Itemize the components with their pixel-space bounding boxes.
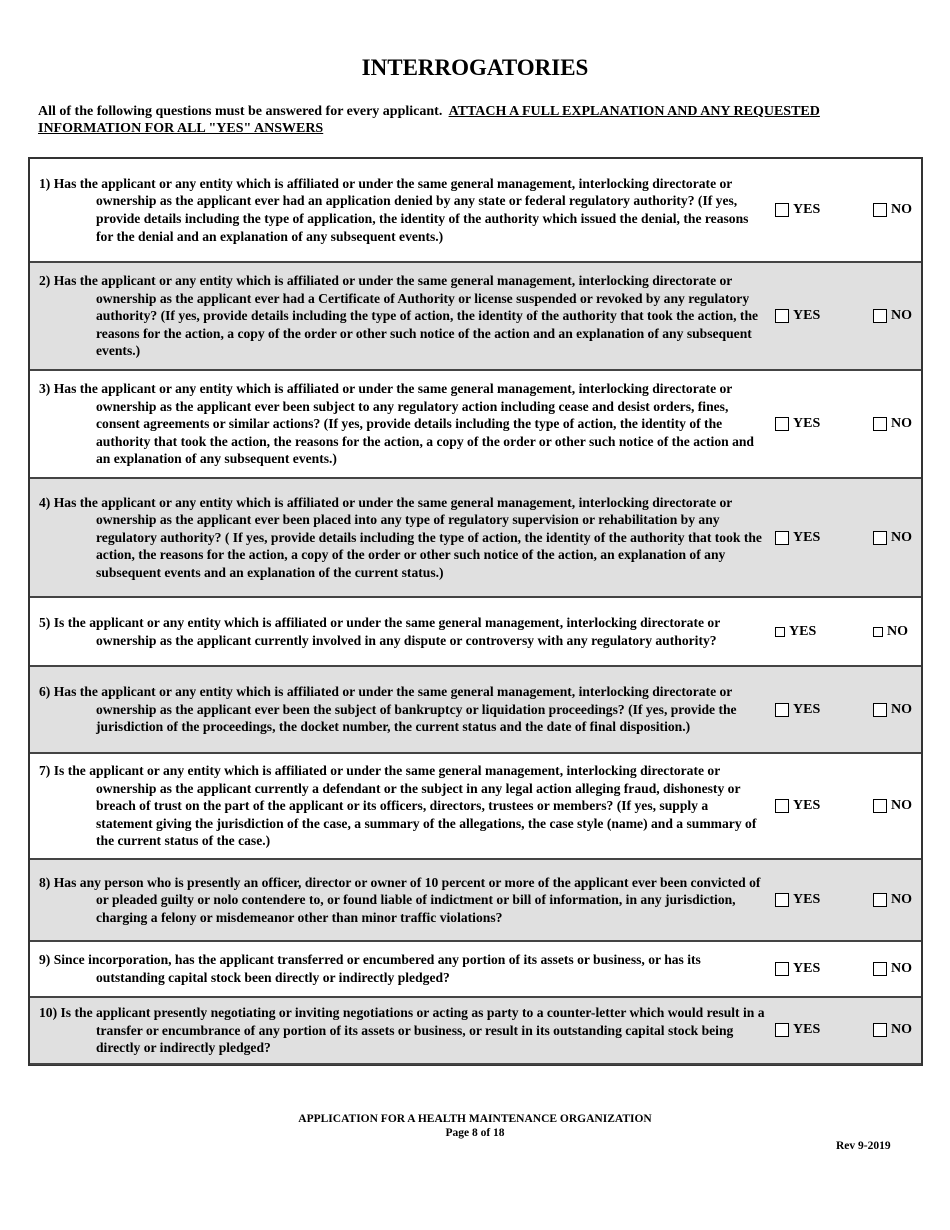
question-text: 8) Has any person who is presently an officer, director or owner of 10 percent or more of the applicant ever been convicted of or pleaded guilty or nolo contendere to, or found liable of indictment or bill of information, in any jurisdiction, charging a felony or misdemeanor other than minor traffic violations? [39,874,761,925]
checkbox-icon[interactable] [775,203,789,217]
checkbox-icon[interactable] [775,703,789,717]
checkbox-icon[interactable] [873,531,887,545]
yes-checkbox[interactable] [775,416,820,432]
yes-checkbox[interactable] [775,1022,820,1038]
yes-checkbox[interactable] [775,961,820,977]
no-checkbox[interactable] [873,961,912,977]
no-label: NO [891,529,912,545]
no-checkbox[interactable] [873,416,912,432]
question-text: 3) Has the applicant or any entity which is affiliated or under the same general management, interlocking directorate or ownership as the applicant ever been subject to any regulatory action including cease and desist orders, fines, consent agreements or similar actions? (If yes, provide details including the type of action, the identity of the authority that took the action, the reasons for the action, a copy of the order or other such notice of the action and an explanation of any subsequent events.) [39,381,754,467]
question-row [30,263,921,371]
yes-checkbox[interactable] [775,798,820,814]
question-text: 7) Is the applicant or any entity which is affiliated or under the same general management, interlocking directorate or ownership as the applicant currently a defendant or the subject in any legal action alleging fraud, dishonesty or breach of trust on the part of the applicant or its officers, directors, trustees or members? (If yes, supply a statement giving the jurisdiction of the case, a summary of the allegations, the case style (name) and a summary of the current status of the case.) [39,763,757,849]
checkbox-icon[interactable] [873,627,883,637]
question-text: 1) Has the applicant or any entity which is affiliated or under the same general management, interlocking directorate or ownership as the applicant ever had an application denied by any state or federal regulatory authority? (If yes, provide details including the type of application, the identity of the authority which issued the denial, the reasons for the denial and an explanation of any subsequent events.) [39,175,749,244]
no-checkbox[interactable] [873,308,912,324]
question-row [30,998,921,1065]
yes-checkbox[interactable] [775,624,816,640]
interrogatories-table [28,157,923,1066]
no-label: NO [891,202,912,217]
question-row [30,942,921,998]
question-text: 6) Has the applicant or any entity which is affiliated or under the same general management, interlocking directorate or ownership as the applicant ever been the subject of bankruptcy or liquidation proceedings? (If yes, provide the jurisdiction of the proceedings, the docket number, the current status and the date of final disposition.) [39,684,737,735]
checkbox-icon[interactable] [873,893,887,907]
yes-label: YES [793,961,821,976]
checkbox-icon[interactable] [775,962,789,976]
instructions-text: All of the following questions must be answered for every applicant. [38,104,443,119]
checkbox-icon[interactable] [775,1023,789,1037]
checkbox-icon[interactable] [873,962,887,976]
checkbox-icon[interactable] [775,531,789,545]
checkbox-icon[interactable] [775,799,789,813]
no-checkbox[interactable] [873,530,912,546]
question-row [30,371,921,479]
question-row [30,159,921,263]
question-row [30,479,921,598]
page-number: Page 8 of 18 [445,1127,505,1139]
yes-checkbox[interactable] [775,530,820,546]
no-checkbox[interactable] [873,702,912,718]
checkbox-icon[interactable] [775,627,785,637]
question-row [30,754,921,860]
revision: Rev 9-2019 [836,1140,891,1152]
question-row [30,860,921,942]
no-checkbox[interactable] [873,202,912,218]
no-checkbox[interactable] [873,892,912,908]
question-text: 5) Is the applicant or any entity which is affiliated or under the same general management, interlocking directorate or ownership as the applicant currently involved in any dispute or controversy with any regulatory authority? [39,614,721,648]
question-text: 4) Has the applicant or any entity which is affiliated or under the same general management, interlocking directorate or ownership as the applicant ever been placed into any type of regulatory supervision or rehabilitation by any regulatory authority? ( If yes, provide details including the type of action, the identity of the authority that took the action, the reasons for the action, a copy of the order or other such notice of the action, an explanation of any subsequent events and an explanation of the current status.) [39,494,762,580]
no-label: NO [891,1022,912,1038]
checkbox-icon[interactable] [873,703,887,717]
no-label: NO [891,961,912,976]
no-label: NO [891,892,912,907]
yes-label: YES [793,308,821,323]
instructions-emphasis: ATTACH A FULL EXPLANATION AND ANY REQUESTED INFORMATION FOR ALL "YES" ANSWERS [38,104,820,136]
yes-label: YES [793,798,821,813]
no-checkbox[interactable] [873,1022,912,1038]
question-text: 9) Since incorporation, has the applicant transferred or encumbered any portion of its assets or business, or has its outstanding capital stock been directly or indirectly pledged? [39,952,701,985]
no-label: NO [891,701,912,717]
checkbox-icon[interactable] [873,309,887,323]
yes-checkbox[interactable] [775,702,820,718]
yes-label: YES [793,1022,821,1038]
no-label: NO [891,308,912,323]
yes-label: YES [793,416,821,431]
question-row [30,667,921,754]
page-title: INTERROGATORIES [361,55,589,80]
yes-checkbox[interactable] [775,202,820,218]
checkbox-icon[interactable] [873,203,887,217]
no-label: NO [891,416,912,431]
yes-label: YES [793,892,821,907]
yes-checkbox[interactable] [775,308,820,324]
yes-label: YES [793,529,821,545]
no-label: NO [887,623,908,639]
no-checkbox[interactable] [873,624,908,640]
yes-checkbox[interactable] [775,892,820,908]
yes-label: YES [789,623,817,639]
checkbox-icon[interactable] [775,417,789,431]
instructions [38,103,858,137]
form-name: APPLICATION FOR A HEALTH MAINTENANCE ORGANIZATION [298,1113,652,1125]
footer [0,1112,950,1140]
checkbox-icon[interactable] [775,893,789,907]
checkbox-icon[interactable] [873,799,887,813]
checkbox-icon[interactable] [873,1023,887,1037]
checkbox-icon[interactable] [775,309,789,323]
no-label: NO [891,798,912,813]
question-row [30,598,921,667]
question-text: 10) Is the applicant presently negotiating or inviting negotiations or acting as party to a counter-letter which would result in a transfer or encumbrance of any portion of its assets or business, or result in its outstanding capital stock being directly or indirectly pledged? [39,1005,765,1056]
checkbox-icon[interactable] [873,417,887,431]
yes-label: YES [793,701,821,717]
yes-label: YES [793,202,821,217]
no-checkbox[interactable] [873,798,912,814]
question-text: 2) Has the applicant or any entity which is affiliated or under the same general management, interlocking directorate or ownership as the applicant ever had a Certificate of Authority or license suspended or revoked by any regulatory authority? (If yes, provide details including the type of action, the identity of the authority that took the action, the reasons for the action, a copy of the order or other such notice of the action and an explanation of any subsequent events.) [39,273,759,359]
